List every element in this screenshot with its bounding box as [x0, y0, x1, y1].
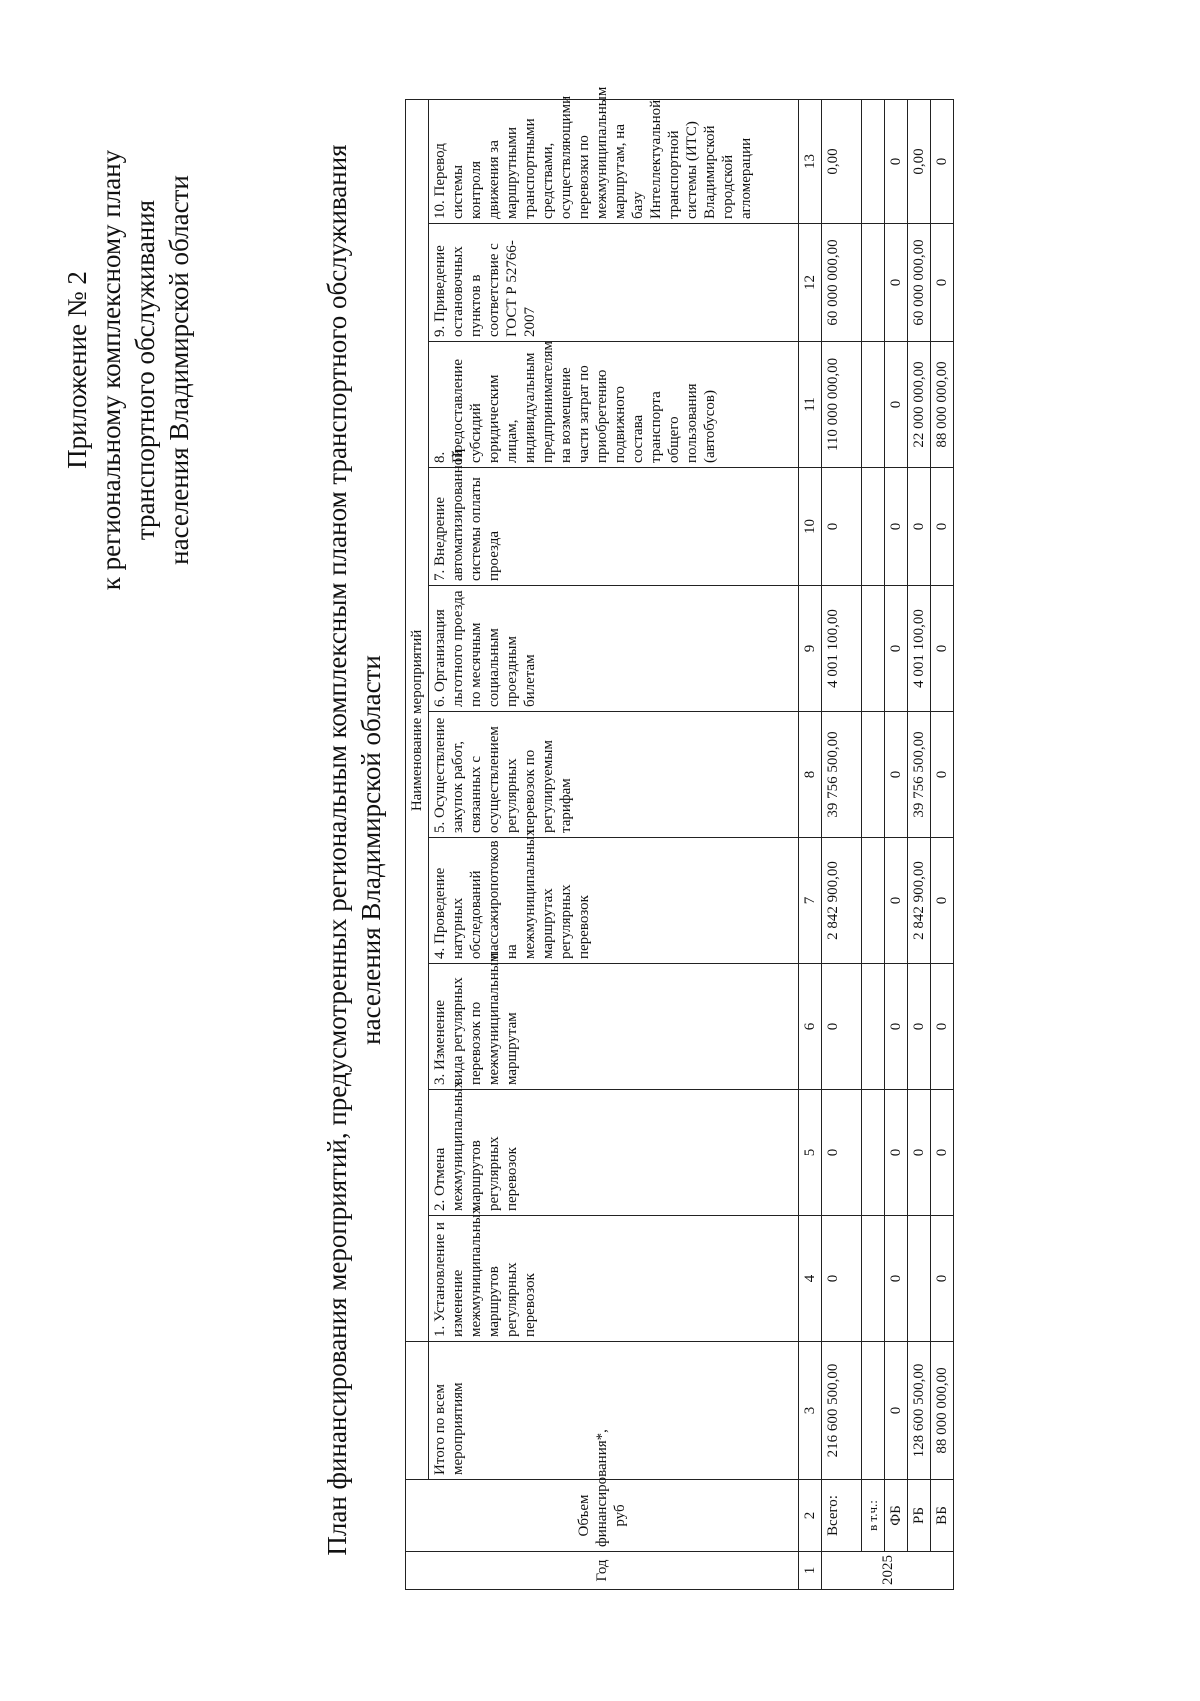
rotated-document-page	[40, 50, 1160, 1650]
year-cell: 2025	[822, 1552, 954, 1590]
column-number: 13	[799, 99, 822, 223]
appendix-line: транспортного обслуживания	[130, 199, 160, 541]
table-cell: 0	[908, 1090, 931, 1216]
table-cell: 0	[931, 468, 954, 586]
financing-table	[405, 86, 954, 1590]
table-cell: 0	[822, 964, 862, 1090]
column-number: 9	[799, 586, 822, 712]
table-cell: 0	[885, 712, 908, 838]
table-cell: 0	[885, 1090, 908, 1216]
table-cell: 128 600 500,00	[908, 1342, 931, 1480]
table-cell: 0	[931, 586, 954, 712]
table-cell: 39 756 500,00	[908, 712, 931, 838]
column-number: 4	[799, 1216, 822, 1342]
table-cell: 0	[822, 1216, 862, 1342]
table-cell: 22 000 000,00	[908, 342, 931, 468]
table-cell: 0,00	[822, 99, 862, 223]
table-cell: 0,00	[908, 99, 931, 223]
header-spacer	[406, 1342, 429, 1480]
table-cell: 0	[885, 1342, 908, 1480]
row-label: ВБ	[931, 1480, 954, 1552]
table-cell: 0	[822, 1090, 862, 1216]
table-cell: 0	[931, 224, 954, 342]
measure-header: 2. Отмена межмуниципальных маршрутов регулярных перевозок	[429, 1090, 799, 1216]
table-cell: 88 000 000,00	[931, 1342, 954, 1480]
incl-row	[862, 99, 885, 1589]
appendix-header	[60, 90, 196, 650]
measure-header: 9. Приведение остановочных пунктов в соответствие с ГОСТ Р 52766-2007	[429, 224, 799, 342]
column-number: 7	[799, 838, 822, 964]
row-label: РБ	[908, 1480, 931, 1552]
row-label: в т.ч.:	[862, 1480, 885, 1552]
measure-header: 6. Организация льготного проезда по месячным социальным проездным билетам	[429, 586, 799, 712]
measure-header: 3. Изменение вида регулярных перевозок по межмуниципальным маршрутам	[429, 964, 799, 1090]
row-label: Всего:	[822, 1480, 862, 1552]
measure-header: 1. Установление и изменение межмуниципальных маршрутов регулярных перевозок	[429, 1216, 799, 1342]
table-cell: 0	[885, 468, 908, 586]
table-cell: 0	[931, 1090, 954, 1216]
table-cell: 0	[931, 964, 954, 1090]
column-number: 11	[799, 342, 822, 468]
table-cell: 88 000 000,00	[931, 342, 954, 468]
fb-row	[885, 99, 908, 1589]
header-row-group	[406, 99, 429, 1589]
column-number: 10	[799, 468, 822, 586]
table-cell: 0	[885, 964, 908, 1090]
table-cell: 0	[908, 964, 931, 1090]
measure-header: 7. Внедрение автоматизированной системы оплаты проезда	[429, 468, 799, 586]
table-cell: 4 001 100,00	[908, 586, 931, 712]
table-cell: 0	[885, 838, 908, 964]
year-header: Год	[406, 1552, 799, 1590]
measures-group-header: Наименование мероприятий	[406, 99, 429, 1341]
measure-header: 4. Проведение натурных обследований пассажиропотоков на межмуниципальных маршрутах регулярных перевозок	[429, 838, 799, 964]
table-cell: 0	[885, 224, 908, 342]
measure-header: 8. Предоставление субсидий юридическим лицам, индивидуальным предпринимателям на возмещение части затрат по приобретению подвижного состава транспорта общего пользования (автобусов)	[429, 342, 799, 468]
table-cell: 216 600 500,00	[822, 1342, 862, 1480]
volume-header: Объем финансирования*, руб	[406, 1480, 799, 1552]
measure-header: 5. Осуществление закупок работ, связанных с осуществлением регулярных перевозок по регулируемым тарифам	[429, 712, 799, 838]
table-cell: 2 842 900,00	[908, 838, 931, 964]
plan-title	[320, 90, 388, 1610]
table-cell: 60 000 000,00	[822, 224, 862, 342]
column-number: 12	[799, 224, 822, 342]
table-cell: 0	[885, 342, 908, 468]
column-number: 5	[799, 1090, 822, 1216]
appendix-line: к региональному комплексному плану	[96, 149, 126, 591]
table-cell: 0	[885, 586, 908, 712]
table-cell: 0	[885, 1216, 908, 1342]
column-number: 8	[799, 712, 822, 838]
table-cell: 0	[885, 99, 908, 223]
column-numbers-row	[799, 99, 822, 1589]
column-number: 1	[799, 1552, 822, 1590]
plan-title-line: План финансирования мероприятий, предусмотренных региональным комплексным планом транспортного обслуживания	[322, 144, 352, 1556]
table-cell: 0	[908, 468, 931, 586]
column-number: 2	[799, 1480, 822, 1552]
vb-row	[931, 99, 954, 1589]
table-cell: 39 756 500,00	[822, 712, 862, 838]
row-label: ФБ	[885, 1480, 908, 1552]
appendix-line: населения Владимирской области	[164, 175, 194, 565]
table-cell: 110 000 000,00	[822, 342, 862, 468]
table-cell: 0	[822, 468, 862, 586]
table-cell: 2 842 900,00	[822, 838, 862, 964]
table-cell: 0	[931, 99, 954, 223]
total-row	[822, 99, 862, 1589]
rb-row	[908, 99, 931, 1589]
appendix-line: Приложение № 2	[62, 271, 92, 469]
table-cell: 0	[931, 838, 954, 964]
table-cell: 60 000 000,00	[908, 224, 931, 342]
plan-title-line: населения Владимирской области	[356, 655, 386, 1045]
table-cell: 0	[931, 712, 954, 838]
total-measures-header: Итого по всем мероприятиям	[429, 1342, 799, 1480]
table-cell	[908, 1216, 931, 1342]
measure-header: 10. Перевод системы контроля движения за маршрутными транспортными средствами, осуществляющими перевозки по межмуниципальным маршрутам, на базу Интеллектуальной транспортной системы (ИТС) Владимирской городской агломерации	[429, 99, 799, 223]
column-number: 6	[799, 964, 822, 1090]
table-cell: 0	[931, 1216, 954, 1342]
header-row-measures	[429, 99, 799, 1589]
column-number: 3	[799, 1342, 822, 1480]
table-cell: 4 001 100,00	[822, 586, 862, 712]
